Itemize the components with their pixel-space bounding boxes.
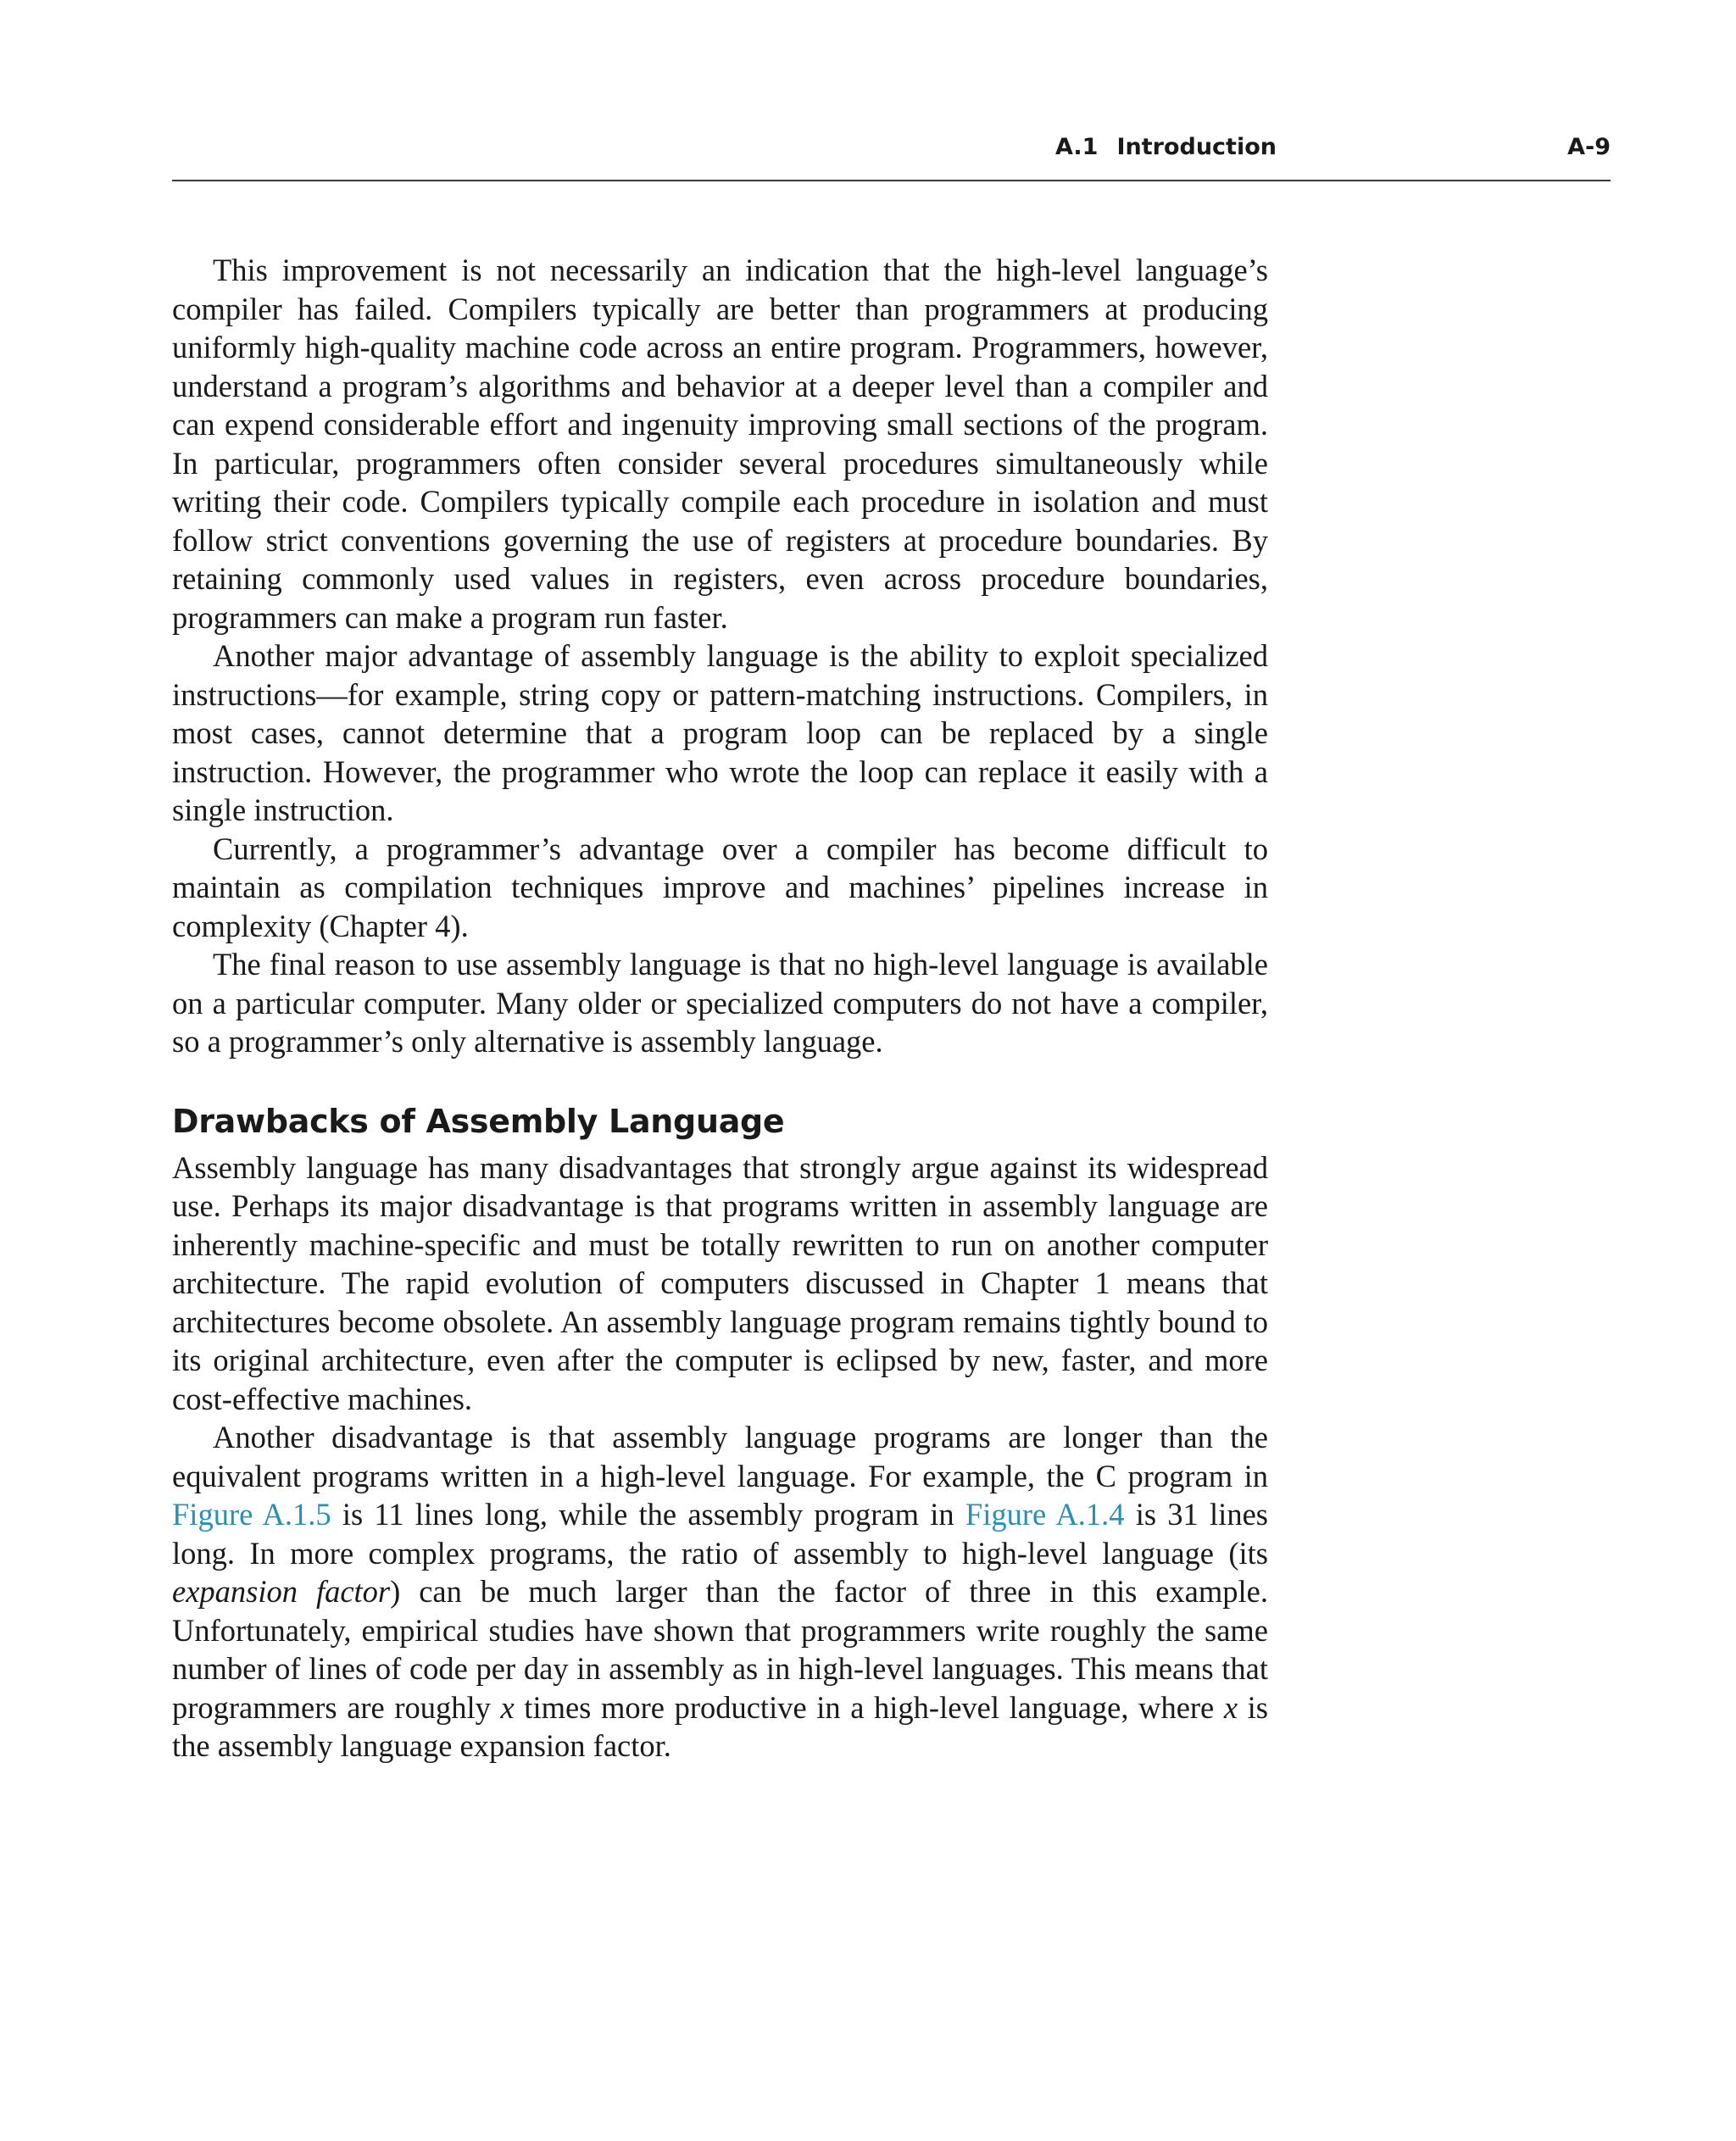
paragraph-no-high-level-language: The final reason to use assembly language is that no high-level language is available on a particular computer. Many older or specialized computers do not have a compiler, so a programmer’s only alternative is assembly language. — [172, 947, 1268, 1059]
section-heading: Drawbacks of Assembly Language — [172, 1102, 785, 1140]
paragraph-specialized-instructions: Another major advantage of assembly language is the ability to exploit specialized instructions—for example, string copy or pattern-matching instructions. Compilers, in most cases, cannot determine that a program loop can be replaced by a single instruction. However, the programmer who wrote the loop can replace it easily with a single instruction. — [172, 638, 1268, 827]
paragraph-machine-specific: Assembly language has many disadvantages that strongly argue against its widespread use. Perhaps its major disadvantage is that programs written in assembly language are inherently machine-specific and must be totally rewritten to run on another computer architecture. The rapid evolution of computers discussed in Chapter 1 means that architectures become obsolete. An assembly language program remains tightly bound to its original architecture, even after the computer is eclipsed by new, faster, and more cost-effective machines. — [172, 1149, 1268, 1416]
math-variable: x — [500, 1689, 515, 1725]
text-run: Another disadvantage is that assembly language programs are longer than the equivalent programs written in a high-level language. For example, the C program in — [172, 1420, 1268, 1493]
body-text — [172, 251, 1268, 1766]
text-run: is the assembly language expansion factor. — [172, 1689, 1268, 1763]
text-run: times more productive in a high-level language, where — [514, 1689, 1224, 1725]
section-title: Introduction — [1116, 134, 1277, 160]
paragraph-compiler-not-failed: This improvement is not necessarily an indication that the high-level language’s compiler has failed. Compilers typically are better than programmers at producing uniformly high-quality machine code across an entire program. Programmers, however, understand a program’s algorithms and behavior at a deeper level than a compiler and can expend considerable effort and ingenuity improving small sections of the program. In particular, programmers often consider several procedures simultaneously while writing their code. Compilers typically compile each procedure in isolation and must follow strict conventions governing the use of registers at procedure boundaries. By retaining commonly used values in registers, even across procedure boundaries, programmers can make a program run faster. — [172, 253, 1268, 635]
page-number: A-9 — [1567, 134, 1611, 160]
figure-a-1-4-link[interactable]: Figure A.1.4 — [965, 1497, 1125, 1532]
text-run: ) can be much larger than the factor of three in this example. Unfortunately, empirical studies have shown that programmers write roughly the same number of lines of code per day in assembly as in high-level languages. This means that programmers are roughly — [172, 1574, 1268, 1725]
emphasis-term: expansion factor — [172, 1574, 391, 1609]
math-variable: x — [1223, 1689, 1238, 1725]
text-run: is 31 lines long. In more complex programs, the ratio of assembly to high-level language (its — [172, 1497, 1268, 1571]
text-run: is 11 lines long, while the assembly program in — [331, 1497, 965, 1532]
running-head — [172, 129, 1611, 181]
figure-a-1-5-link[interactable]: Figure A.1.5 — [172, 1497, 331, 1532]
paragraph-expansion-factor — [172, 1418, 1268, 1766]
section-number: A.1 — [1055, 134, 1099, 160]
paragraph-programmer-advantage: Currently, a programmer’s advantage over a compiler has become difficult to maintain as compilation techniques improve and machines’ pipelines increase in complexity (Chapter 4). — [172, 831, 1268, 943]
running-head-section — [1055, 134, 1277, 160]
